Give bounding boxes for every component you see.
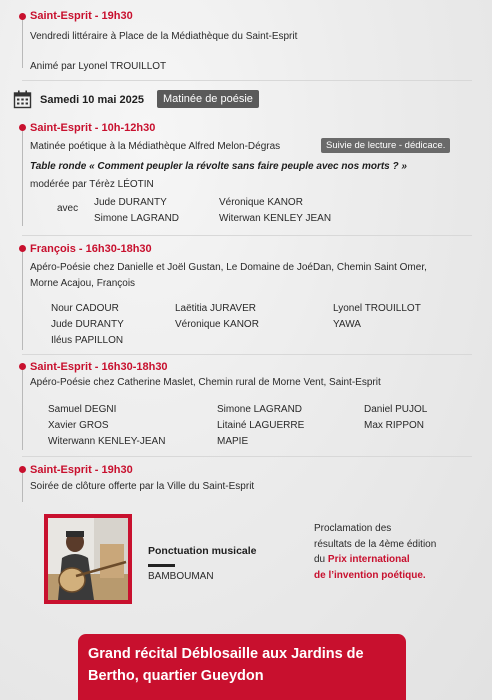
guest-name: Nour CADOUR [51, 303, 119, 314]
session-time: Saint-Esprit - 19h30 [30, 464, 133, 476]
day-badge: Matinée de poésie [157, 90, 259, 108]
bullet-dot [19, 466, 26, 473]
guest-name: Samuel DEGNI [48, 404, 117, 415]
recital-banner [78, 634, 406, 700]
guest-name: YAWA [333, 319, 361, 330]
session-description: Apéro-Poésie chez Danielle et Joël Gustan, Le Domaine de JoéDan, Chemin Saint Omer, [30, 262, 427, 273]
proclamation-line: Proclamation des [314, 523, 392, 534]
timeline-rule [22, 472, 23, 502]
timeline-rule [22, 250, 23, 350]
session-description: Soirée de clôture offerte par la Ville du Saint-Esprit [30, 481, 255, 492]
moderator: modérée par Térèz LÉOTIN [30, 179, 154, 190]
timeline-rule [22, 20, 23, 68]
guest-name: Daniel PUJOL [364, 404, 428, 415]
timeline-rule [22, 131, 23, 226]
music-title: Ponctuation musicale [148, 545, 257, 557]
event-description: Vendredi littéraire à Place de la Médiathèque du Saint-Esprit [30, 31, 298, 42]
guest-name: Laëtitia JURAVER [175, 303, 256, 314]
guest-name: Simone LAGRAND [217, 404, 303, 415]
session-description: Matinée poétique à la Médiathèque Alfred Melon-Dégras [30, 141, 281, 152]
calendar-icon [13, 90, 32, 114]
bullet-dot [19, 124, 26, 131]
divider [22, 80, 472, 81]
session-tag: Suivie de lecture - dédicace. [321, 138, 450, 153]
guest-name: Max RIPPON [364, 420, 425, 431]
proclamation-line [314, 554, 410, 565]
guest-name: Iléus PAPILLON [51, 335, 124, 346]
guest-name: Jude DURANTY [51, 319, 124, 330]
divider [22, 235, 472, 236]
prize-name: Prix international [327, 554, 410, 565]
music-artist: BAMBOUMAN [148, 571, 214, 582]
proclamation-prefix: du [314, 554, 326, 565]
bullet-dot [19, 245, 26, 252]
guest-name: Xavier GROS [48, 420, 109, 431]
guest-name: MAPIE [217, 436, 249, 447]
bullet-dot [19, 13, 26, 20]
guest-name: Jude DURANTY [94, 197, 167, 208]
divider [22, 456, 472, 457]
timeline-rule [22, 370, 23, 450]
session-description: Morne Acajou, François [30, 278, 136, 289]
guest-name: Witerwan KENLEY JEAN [219, 213, 332, 224]
session-time: Saint-Esprit - 16h30-18h30 [30, 361, 168, 373]
divider [22, 354, 472, 355]
event-time: Saint-Esprit - 19h30 [30, 10, 133, 22]
proclamation-line: de l’invention poétique. [314, 570, 426, 581]
bullet-dot [19, 363, 26, 370]
musician-photo [44, 514, 132, 604]
session-description: Apéro-Poésie chez Catherine Maslet, Chemin rural de Morne Vent, Saint-Esprit [30, 377, 381, 388]
proclamation-line: résultats de la 4ème édition [314, 539, 437, 550]
banner-text: Grand récital Déblosaille aux Jardins de Bertho, quartier Gueydon [88, 646, 364, 684]
event-host: Animé par Lyonel TROUILLOT [30, 61, 167, 72]
underline-accent [148, 564, 175, 567]
with-label: avec [57, 203, 79, 214]
session-time: François - 16h30-18h30 [30, 243, 152, 255]
guest-name: Véronique KANOR [175, 319, 259, 330]
guest-name: Lyonel TROUILLOT [333, 303, 421, 314]
guest-name: Litainé LAGUERRE [217, 420, 305, 431]
day-date: Samedi 10 mai 2025 [40, 94, 144, 106]
roundtable-title: Table ronde « Comment peupler la révolte sans faire peuple avec nos morts ? » [30, 161, 407, 172]
guest-name: Véronique KANOR [219, 197, 303, 208]
guest-name: Witerwann KENLEY-JEAN [48, 436, 166, 447]
guest-name: Simone LAGRAND [94, 213, 180, 224]
session-time: Saint-Esprit - 10h-12h30 [30, 122, 156, 134]
